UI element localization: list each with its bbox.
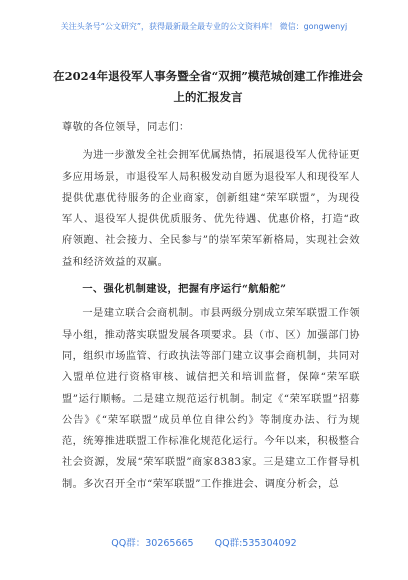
body-paragraph-1: 一是建立联合会商机制。市县两级分别成立荣军联盟工作领导小组，推动落实联盟发展各项要求。县（市、区）加强部门协同，组织市场监管、行政执法等部门建立议事会商机制，共同对入盟单位进行资格审核、诚信把关和培训监督，保障“荣军联盟”运行顺畅。二是建立规范运行机制。制定《“荣军联盟”招募公告》《“荣军联盟”成员单位自律公约》等制度办法、行为规范，统筹推进联盟工作标准化规范化运行。今年以来，积极整合社会资源，发展“荣军联盟”商家8383家。三是建立工作督导机制。多次召开全市“荣军联盟”工作推进会、调度分析会，总: [62, 308, 360, 490]
document-body: [62, 117, 360, 495]
section-heading-1: 一、强化机制建设，把握有序运行“航船舵”: [82, 283, 287, 296]
footer-qq-group-1: QQ群：30265665: [111, 538, 194, 549]
header-promo-banner: 关注头条号“公文研究”，获得最新最全最专业的公文资料库！ 微信：gongwenyj: [60, 22, 348, 31]
body-paragraph-intro: 为进一步激发全社会拥军优属热情，拓展退役军人优待证更多应用场景，市退役军人局积极发动自愿为退役军人和现役军人提供优惠优待服务的企业商家，创新组建“荣军联盟”，为现役军人、退役军人提供优质服务、优先待遇、优惠价格，打造“政府领跑、社会接力、全民参与”的崇军荣军新格局，实现社会效益和经济效益的双赢。: [62, 150, 360, 268]
salutation: 尊敬的各位领导，同志们：: [62, 122, 190, 133]
footer-qq-groups: [0, 538, 408, 550]
document-title: 在2024年退役军人事务暨全省“双拥”模范城创建工作推进会上的汇报发言: [53, 69, 363, 104]
footer-qq-group-2: QQ群:535304092: [214, 538, 297, 549]
